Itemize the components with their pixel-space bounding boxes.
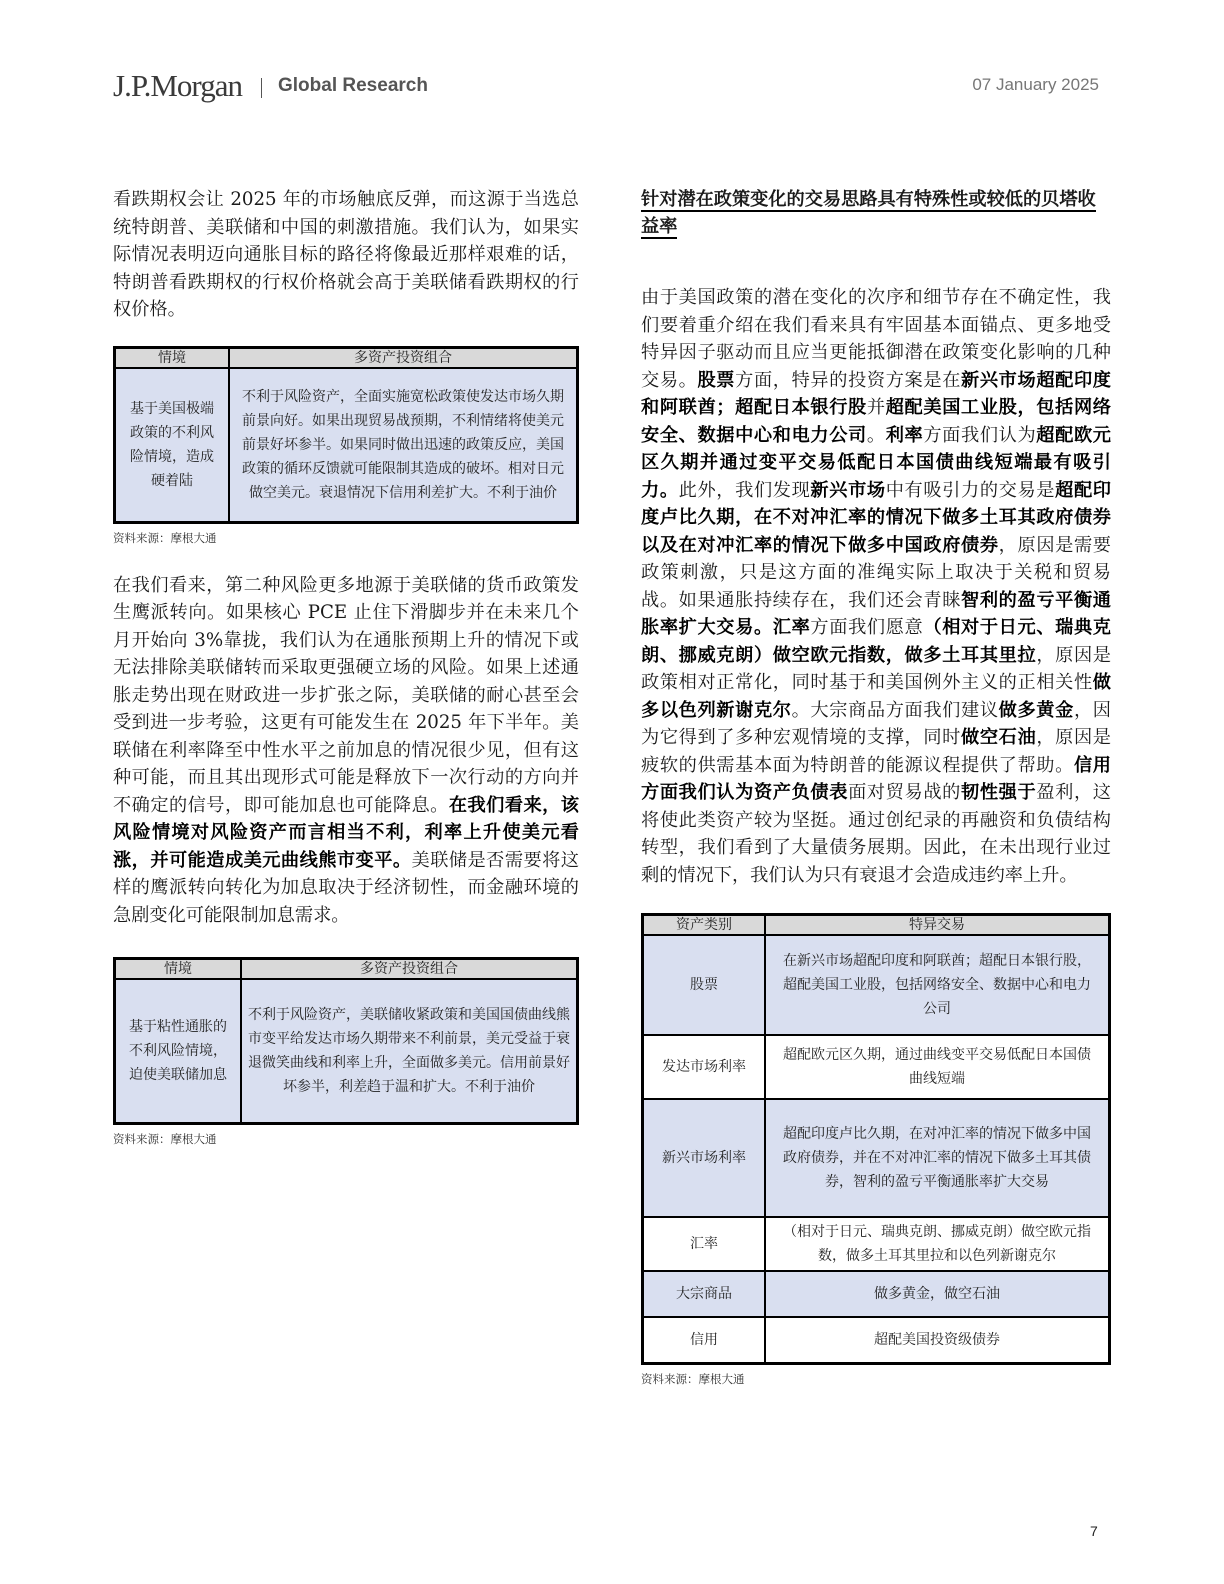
table-row [643,935,1110,1035]
section-title: 针对潜在政策变化的交易思路具有特殊性或较低的贝塔收益率 [641,189,1096,237]
bold-emphasis: 超配美国工业股，包括网络安全、数据中心和电力公司 [641,397,1111,446]
table-header-portfolio: 多资产投资组合 [241,959,578,980]
bold-emphasis: 在我们看来，该风险情境对风险资产而言相当不利，利率上升使美元看涨，并可能造成美元曲线熊市变平。 [113,794,579,871]
bold-emphasis: 智利的盈亏平衡通胀率扩大交易。汇率 [641,589,1111,638]
table-row [643,1217,1110,1271]
asset-class-cell: 汇率 [643,1217,766,1271]
scenario-cell: 基于粘性通胀的不利风险情境，迫使美联储加息 [115,979,242,1124]
text-segment: ，原因是政策相对正常化，同时基于和美国例外主义的正相关性 [641,644,1111,693]
text-segment: ，原因是需要政策刺激，只是这方面的准绳实际上取决于关税和贸易战。如果通胀持续存在，我们还会青睐 [641,534,1111,611]
bold-emphasis: 利率 [885,424,924,446]
bold-emphasis: 新兴市场 [810,479,886,501]
asset-class-cell: 新兴市场利率 [643,1099,766,1217]
trade-cell: 超配欧元区久期，通过曲线变平交易低配日本国债曲线短端 [765,1035,1110,1099]
asset-class-cell: 大宗商品 [643,1271,766,1317]
scenario-cell: 基于美国极端政策的不利风险情境，造成硬着陆 [115,368,230,523]
bold-emphasis: （相对于日元、瑞典克朗、挪威克朗）做空欧元指数，做多土耳其里拉 [641,617,1111,666]
table-row [643,1271,1110,1317]
page-header [113,68,1099,108]
table-header-scenario: 情境 [115,347,230,368]
asset-class-cell: 信用 [643,1317,766,1364]
text-segment: 。 [866,424,886,446]
jpmorgan-logo: J.P.Morgan [113,68,242,103]
paragraph-idiosyncratic-trades [641,284,1111,889]
right-column [641,186,1111,1387]
table-source: 资料来源：摩根大通 [113,530,217,545]
table-header-trades: 特异交易 [765,915,1110,936]
trade-cell: （相对于日元、瑞典克朗、挪威克朗）做空欧元指数，做多土耳其里拉和以色列新谢克尔 [765,1217,1110,1271]
text-segment: 此外，我们发现 [678,479,811,501]
page-number: 7 [1090,1523,1098,1539]
table-source: 资料来源：摩根大通 [641,1372,745,1386]
bold-emphasis: 韧性强于 [961,782,1037,803]
scenario-table-2 [113,957,579,1125]
text-segment: 并 [866,397,886,418]
bold-emphasis: 做多黄金 [998,699,1074,721]
bold-emphasis: 股票 [697,369,736,391]
table-row [643,1035,1110,1099]
table-row [115,368,578,523]
table-row [643,1099,1110,1217]
text-segment: 方面我们认为 [923,424,1037,446]
table-row [643,1317,1110,1364]
text-segment: 方面我们愿意 [810,617,924,638]
table-header-asset-class: 资产类别 [643,915,766,936]
table-header-portfolio: 多资产投资组合 [229,347,578,368]
bold-emphasis: 做空石油 [961,727,1037,748]
table-row [115,979,578,1124]
text-segment: 中有吸引力的交易是 [885,479,1056,501]
publication-date: 07 January 2025 [972,75,1099,94]
bold-emphasis: 超配印度卢比久期，在不对冲汇率的情况下做多土耳其政府债券以及在对冲汇率的情况下做多中国政府债券 [641,479,1111,556]
text-segment: 由于美国政策的潜在变化的次序和细节存在不确定性，我们要着重介绍在我们看来具有牢固基本面锚点、更多地受特异因子驱动而且应当更能抵御潜在政策变化影响的几种交易。 [641,287,1111,391]
bold-emphasis: 信用方面我们认为资产负债表 [641,754,1111,803]
bold-emphasis: 新兴市场超配印度和阿联酋；超配日本银行股 [641,369,1111,418]
text-segment: 。大宗商品方面我们建议 [791,699,999,721]
trade-cell: 做多黄金，做空石油 [765,1271,1110,1317]
scenario-table-1 [113,346,579,524]
portfolio-cell: 不利于风险资产，美联储收紧政策和美国国债曲线熊市变平给发达市场久期带来不利前景，美元受益于衰退微笑曲线和利率上升，全面做多美元。信用前景好坏参半，利差趋于温和扩大。不利于油价 [241,979,578,1124]
asset-class-cell: 发达市场利率 [643,1035,766,1099]
portfolio-cell: 不利于风险资产，全面实施宽松政策使发达市场久期前景向好。如果出现贸易战预期，不利情绪将使美元前景好坏参半。如果同时做出迅速的政策反应，美国政策的循环反馈就可能限制其造成的破坏。相对日元做空美元。衰退情况下信用利差扩大。不利于油价 [229,368,578,523]
trade-cell: 超配印度卢比久期，在对冲汇率的情况下做多中国政府债券，并在不对冲汇率的情况下做多土耳其债券，智利的盈亏平衡通胀率扩大交易 [765,1099,1110,1217]
table-source: 资料来源：摩根大通 [113,1132,217,1146]
left-column [113,186,579,1147]
table-header-scenario: 情境 [115,959,242,980]
asset-class-cell: 股票 [643,935,766,1035]
bold-emphasis: 超配欧元区久期并通过变平交易低配日本国债曲线短端最有吸引力。 [641,424,1111,501]
header-subtitle: Global Research [278,75,428,96]
text-segment: 方面，特异的投资方案是在 [735,369,962,391]
text-segment: ，原因是疲软的供需基本面为特朗普的能源议程提供了帮助。 [641,727,1111,776]
text-segment: ，因为它得到了多种宏观情境的支撑，同时 [641,699,1111,748]
trade-cell: 超配美国投资级债券 [765,1317,1110,1364]
header-divider [261,78,262,98]
paragraph-hawkish-risk: 在我们看来，第二种风险更多地源于美联储的货币政策发生鹰派转向。如果核心 PCE 止住下滑脚步并在未来几个月开始向 3%靠拢，我们认为在通胀预期上升的情况下或无法排除美联储转而采取更强硬立场的风险。如果上述通胀走势出现在财政进一步扩张之际，美联储的耐心甚至会受到进一步考验，这更有可能发生在 2025 年下半年。美联储在利率降至中性水平之前加息的情况很少见，但有这种可能，而且其出现形式可能是释放下一次行动的方向并不确定的信号，即可能加息也可能降息。在我们看来，该风险情境对风险资产而言相当不利，利率上升使美元看涨，并可能造成美元曲线熊市变平。美联储是否需要将这样的鹰派转向转化为加息取决于经济韧性，而金融环境的急剧变化可能限制加息需求。 [113,574,579,926]
bold-emphasis: 做多以色列新谢克尔 [641,672,1111,721]
text-segment: 盈利，这将使此类资产较为坚挺。通过创纪录的再融资和负债结构转型，我们看到了大量债务展期。因此，在未出现行业过剩的情况下，我们认为只有衰退才会造成违约率上升。 [641,782,1111,886]
paragraph-intro: 看跌期权会让 2025 年的市场触底反弹，而这源于当选总统特朗普、美联储和中国的刺激措施。我们认为，如果实际情况表明迈向通胀目标的路径将像最近那样艰难的话，特朗普看跌期权的行权价格就会高于美联储看跌期权的行权价格。 [113,189,579,320]
text-segment: 面对贸易战的 [848,782,962,803]
trade-cell: 在新兴市场超配印度和阿联酋；超配日本银行股，超配美国工业股，包括网络安全、数据中心和电力公司 [765,935,1110,1035]
idiosyncratic-trades-table [641,913,1111,1365]
